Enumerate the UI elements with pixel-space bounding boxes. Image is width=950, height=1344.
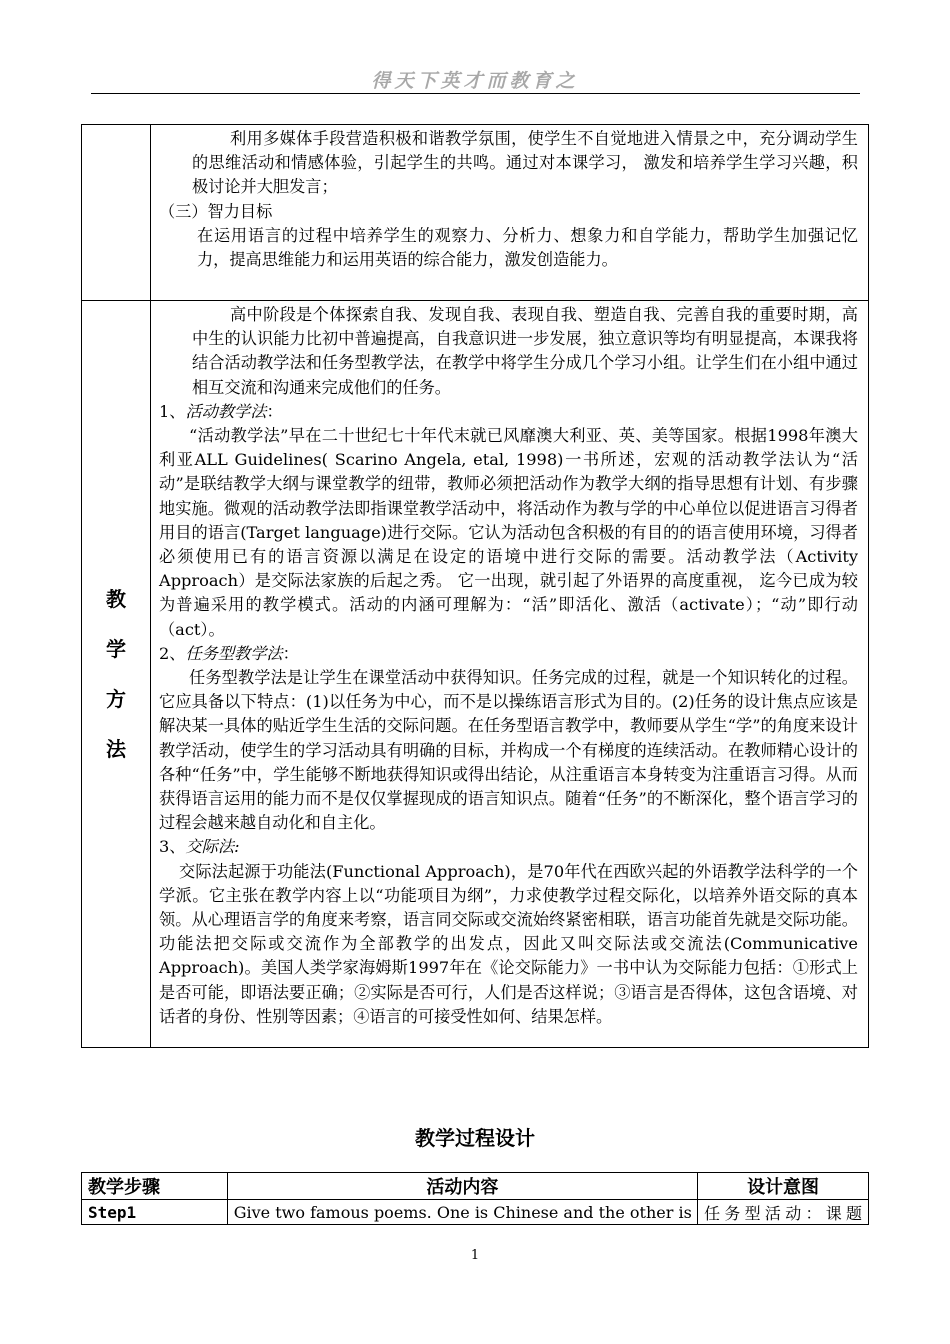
- method1-paragraph: “活动教学法”早在二十世纪七十年代末就已风靡澳大利亚、英、美等国家。根据1998年澳大利亚ALL Guidelines( Scarino Angela, etal, 1998)一书所述，宏观的活动教学法认为“活动”是联结教学大纲与课堂教学的纽带，教师必须把活动作为教学大纲的指导思想有计划、有步骤地实施。微观的活动教学法即指课堂教学活动中，将活动作为教与学的中心单位以促进语言习得者用目的语言(Target language)进行交际。它认为活动包含积极的有目的的语言使用环境，习得者必须使用已有的语言资源以满足在设定的语境中进行交际的需要。活动教学法（Activity Approach）是交际法家族的后起之秀。 它一出现，就引起了外语界的高度重视， 迄今已成为较为普遍采用的教学模式。活动的内涵可理解为：“活”即活化、激活（activate）；“动”即行动（act）。: [159, 426, 858, 639]
- page-number: 1: [470, 1248, 480, 1263]
- methods-intro-paragraph: 高中阶段是个体探索自我、发现自我、表现自我、塑造自我、完善自我的重要时期，高中生的认识能力比初中普遍提高，自我意识进一步发展，独立意识等均有明显提高，本课我将结合活动教学法和任务型教学法，在教学中将学生分成几个学习小组。让学生们在小组中通过相互交流和沟通来完成他们的任务。: [192, 305, 858, 397]
- methods-label-cell: [82, 301, 151, 1048]
- intellect-goal-heading: （三）智力目标: [159, 201, 273, 221]
- method3-paragraph: 交际法起源于功能法(Functional Approach)，是70年代在西欧兴起的外语教学法科学的一个学派。它主张在教学内容上以“功能项目为纲”，力求使教学过程交际化，以培养外语交际的真本领。从心理语言学的角度来考察，语言同交际或交流始终紧密相联，语言功能首先就是交际功能。功能法把交际或交流作为全部教学的出发点，因此又叫交际法或交流法(Communicative Approach)。美国人类学家海姆斯1997年在《论交际能力》一书中认为交际能力包括：①形式上是否可能，即语法要正确；②实际是否可行，人们是否这样说；③语言是否得体，这包含语境、对话者的身份、性别等因素；④语言的可接受性如何、结果怎样。: [159, 861, 858, 1026]
- methods-content-cell: [151, 301, 869, 1048]
- method2-heading: 2、任务型教学法：: [159, 643, 299, 663]
- header-watermark: 得天下英才而教育之: [371, 70, 579, 92]
- objectives-content-cell: [151, 125, 869, 301]
- method1-heading: 1、活动教学法：: [159, 401, 283, 421]
- intent-cell: 任务型活动：课题: [698, 1200, 869, 1225]
- emotion-goal-paragraph: 利用多媒体手段营造积极和谐教学氛围，使学生不自觉地进入情景之中，充分调动学生的思维活动和情感体验，引起学生的共鸣。通过对本课学习， 激发和培养学生学习兴趣，积极讨论并大胆发言；: [192, 129, 858, 197]
- methods-row: [82, 301, 869, 1048]
- methods-label-char: 学: [106, 637, 126, 662]
- process-header-row: [82, 1173, 869, 1200]
- objectives-label-cell: [82, 125, 151, 301]
- objectives-row: [82, 125, 869, 301]
- header-rule: [91, 93, 860, 94]
- process-title: 教学过程设计: [415, 1126, 535, 1150]
- methods-label-char: 方: [106, 687, 126, 712]
- header-step: 教学步骤: [82, 1173, 228, 1200]
- table-row: [82, 1200, 869, 1225]
- header-activity: 活动内容: [227, 1173, 697, 1200]
- method3-heading: 3、交际法:: [159, 837, 240, 857]
- step-cell: Step1: [82, 1200, 228, 1225]
- method2-paragraph: 任务型教学法是让学生在课堂活动中获得知识。任务完成的过程，就是一个知识转化的过程。它应具备以下特点：(1)以任务为中心，而不是以操练语言形式为目的。(2)任务的设计焦点应该是解决某一具体的贴近学生生活的交际问题。在任务型语言教学中，教师要从学生“学”的角度来设计教学活动，使学生的学习活动具有明确的目标，并构成一个有梯度的连续活动。在教师精心设计的各种“任务”中，学生能够不断地获得知识或得出结论，从注重语言本身转变为注重语言习得。从而获得语言运用的能力而不是仅仅掌握现成的语言知识点。随着“任务”的不断深化，整个语言学习的过程会越来越自动化和自主化。: [159, 668, 858, 833]
- intellect-goal-paragraph: 在运用语言的过程中培养学生的观察力、分析力、想象力和自学能力，帮助学生加强记忆力，提高思维能力和运用英语的综合能力，激发创造能力。: [197, 225, 858, 270]
- methods-label-char: 教: [106, 587, 126, 612]
- header-intent: 设计意图: [698, 1173, 869, 1200]
- activity-cell: Give two famous poems. One is Chinese and the other is: [227, 1200, 697, 1225]
- methods-label-char: 法: [106, 737, 126, 762]
- objectives-methods-table: [81, 124, 869, 1048]
- process-table: [81, 1172, 869, 1225]
